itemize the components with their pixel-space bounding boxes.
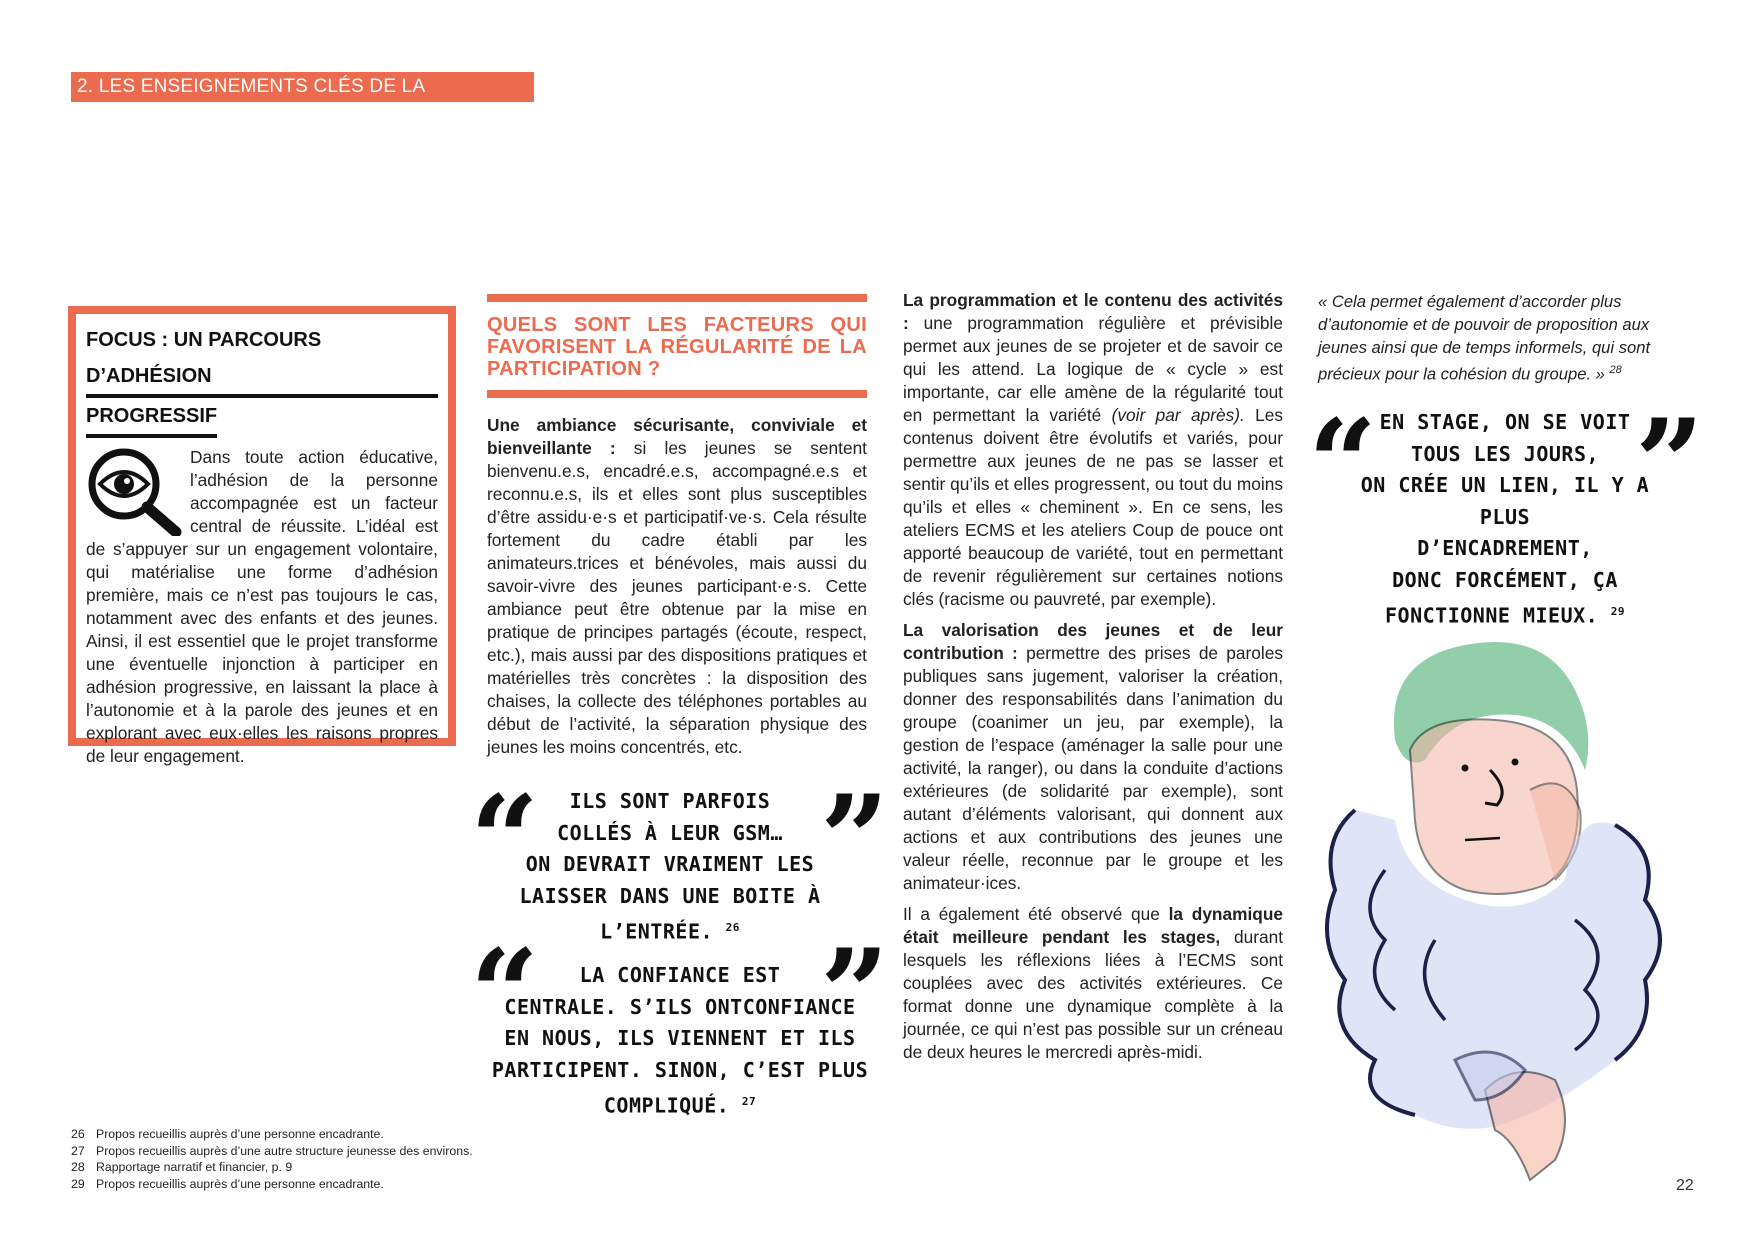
- quote-line: LAISSER DANS UNE BOITE À: [519, 883, 821, 908]
- footnote: 27 Propos recueillis auprès d’une autre structure jeunesse des environs.: [71, 1143, 473, 1158]
- close-quote-mark-2: ”: [820, 923, 890, 1064]
- open-quote-mark-2: “: [470, 923, 540, 1064]
- quote-line: DONC FORCÉMENT, ÇA: [1392, 567, 1618, 592]
- quote-line: EN STAGE, ON SE VOIT: [1379, 410, 1631, 434]
- person-illustration: [1315, 620, 1715, 1195]
- quote-29: [1330, 407, 1680, 632]
- column-2-heading: QUELS SONT LES FACTEURS QUI FAVORISENT LA RÉGULARITÉ DE LA PARTICIPATION ?: [487, 294, 867, 398]
- quote-line: COLLÉS À LEUR GSM…: [557, 820, 783, 845]
- focus-title: [86, 322, 438, 438]
- quote-line: L’ENTRÉE. $^{26}$: [600, 919, 740, 944]
- focus-text-block: [86, 446, 438, 768]
- footnotes: [71, 1126, 473, 1192]
- voir-par-apres: (voir par après).: [1111, 405, 1245, 425]
- programmation-bold: La programmation et le contenu des activités :: [903, 290, 1283, 333]
- quote-line: ILS SONT PARFOIS: [569, 789, 771, 813]
- close-quote-mark-3: ”: [1635, 393, 1705, 534]
- section-header: 2. LES ENSEIGNEMENTS CLÉS DE LA DÉMARCHE: [71, 72, 534, 102]
- footnote: 29 Propos recueillis auprès d’une personne encadrante.: [71, 1176, 384, 1191]
- column-2: [487, 294, 867, 759]
- quote-27: [480, 960, 880, 1122]
- quote-line: PARTICIPENT. SINON, C’EST PLUS: [491, 1057, 869, 1082]
- footnote-ref: 28: [1609, 364, 1622, 376]
- focus-box: [68, 306, 456, 766]
- quote-line: LA CONFIANCE EST: [579, 963, 781, 987]
- valorisation-paragraph: La valorisation des jeunes et de leur contribution : permettre des prises de paroles publiques sans jugement, valoriser la création, donner des responsabilités dans l’animation du groupe (coanimer un jeu, par exemple), la gestion de l’espace (aménager la salle pour une activité, la ranger), ou dans la conduite d’actions extérieures (de solidarité par exemple), sont autant d’éléments valorisant, qui donnent aux actions et aux contributions des jeunes une valeur réelle, reconnue par le groupe et les animateur·ices.: [903, 620, 1283, 893]
- quote-line: FONCTIONNE MIEUX. $^{29}$: [1385, 603, 1625, 628]
- magnifier-eye-icon: [86, 446, 184, 536]
- quote-line: ON CRÉE UN LIEN, IL Y A PLUS: [1360, 473, 1650, 529]
- footnote: 26 Propos recueillis auprès d’une personne encadrante.: [71, 1127, 384, 1141]
- quote-line: COMPLIQUÉ. $^{27}$: [603, 1093, 757, 1118]
- open-quote-mark-1: “: [470, 769, 540, 910]
- stages-paragraph: Il a également été observé que la dynamique était meilleure pendant les stages, durant lesquels les réflexions liées à l’ECMS sont couplées avec des activités extérieures. Ce format donne une dynamique complète à la journée, ce qui n’est pas possible sur un créneau de deux heures le mercredi après-midi.: [903, 904, 1283, 1062]
- quote-line: ON DEVRAIT VRAIMENT LES: [525, 852, 815, 876]
- footnote-ref: 27: [741, 1095, 757, 1108]
- focus-title-line1: FOCUS : UN PARCOURS D’ADHÉSION: [86, 322, 438, 398]
- stages-bold: la dynamique était meilleure pendant les stages,: [903, 904, 1283, 947]
- focus-title-line2: PROGRESSIF: [86, 398, 217, 438]
- quote-line: TOUS LES JOURS,: [1410, 441, 1600, 466]
- ambiance-bold: Une ambiance sécurisante, conviviale et bienveillante :: [487, 415, 867, 458]
- ambiance-text: si les jeunes se sentent bienvenu.e.s, encadré.e.s, accompagné.e.s et reconnu.e.s, ils et elles sont plus susceptibles d’être assidu·e·s et participatif·ve·s. Cela résulte fortement du cadre établi par les animateurs.trices et bénévoles, mais aussi du savoir-vivre des jeunes participant·e·s. Cette ambiance peut être obtenue par la mise en pratique de principes partagés (écoute, respect, etc.), mais aussi par des dispositions pratiques et matérielles très concrètes : la disposition des chaises, la collecte des téléphones portables au début de l’activité, la séparation physique des jeunes les moins concentrés, etc.: [487, 438, 867, 757]
- footnote-ref: 26: [725, 921, 740, 934]
- page-number: 22: [1676, 1177, 1694, 1194]
- quote-line: D’ENCADREMENT,: [1417, 536, 1593, 560]
- open-quote-mark-3: “: [1308, 393, 1378, 534]
- cohesion-quote: « Cela permet également d’accorder plus d’autonomie et de pouvoir de proposition aux jeunes ainsi que de temps informels, qui sont précieux pour la cohésion du groupe. » $^{28}$: [1318, 292, 1651, 384]
- valorisation-bold: La valorisation des jeunes et de leur contribution :: [903, 620, 1283, 663]
- close-quote-mark-1: ”: [820, 769, 890, 910]
- footnote: 28 Rapportage narratif et financier, p. 9: [71, 1160, 293, 1174]
- footnote-ref: 29: [1610, 605, 1625, 618]
- column-3: [903, 289, 1283, 1072]
- ambiance-paragraph: [487, 414, 867, 759]
- quote-line: CENTRALE. S’ILS ONTCONFIANCE: [504, 994, 856, 1019]
- focus-text: Dans toute action éducative, l’adhésion de la personne accompagnée est un facteur central de réussite. L’idéal est de s’appuyer sur un engagement volontaire, qui matérialise une forme d’adhésion première, mais ce n’est pas toujours le cas, notamment avec des enfants et des jeunes. Ainsi, il est essentiel que le projet transforme une éventuelle injonction à participer en adhésion progressive, en laissant la place à l’autonomie et à la parole des jeunes et en explorant avec eux·elles les raisons propres de leur engagement.: [86, 447, 438, 766]
- quote-line: EN NOUS, ILS VIENNENT ET ILS: [504, 1026, 856, 1050]
- programmation-paragraph: La programmation et le contenu des activités : une programmation régulière et prévisible permet aux jeunes de se projeter et de savoir ce qui les attend. La logique de « cycle » est importante, car elle amène de la régularité tout en permettant la variété (voir par après). Les contenus doivent être évolutifs et variés, pour permettre aux jeunes de ne pas se lasser et sentir qu’ils et elles progressent, ou tout du moins qu’ils et elles « cheminent ». En ce sens, les ateliers ECMS et les ateliers Coup de pouce ont apporté beaucoup de variété, tout en permettant de revenir régulièrement sur certaines notions clés (racisme ou pauvreté, par exemple).: [903, 290, 1284, 609]
- quote-26: [500, 786, 840, 948]
